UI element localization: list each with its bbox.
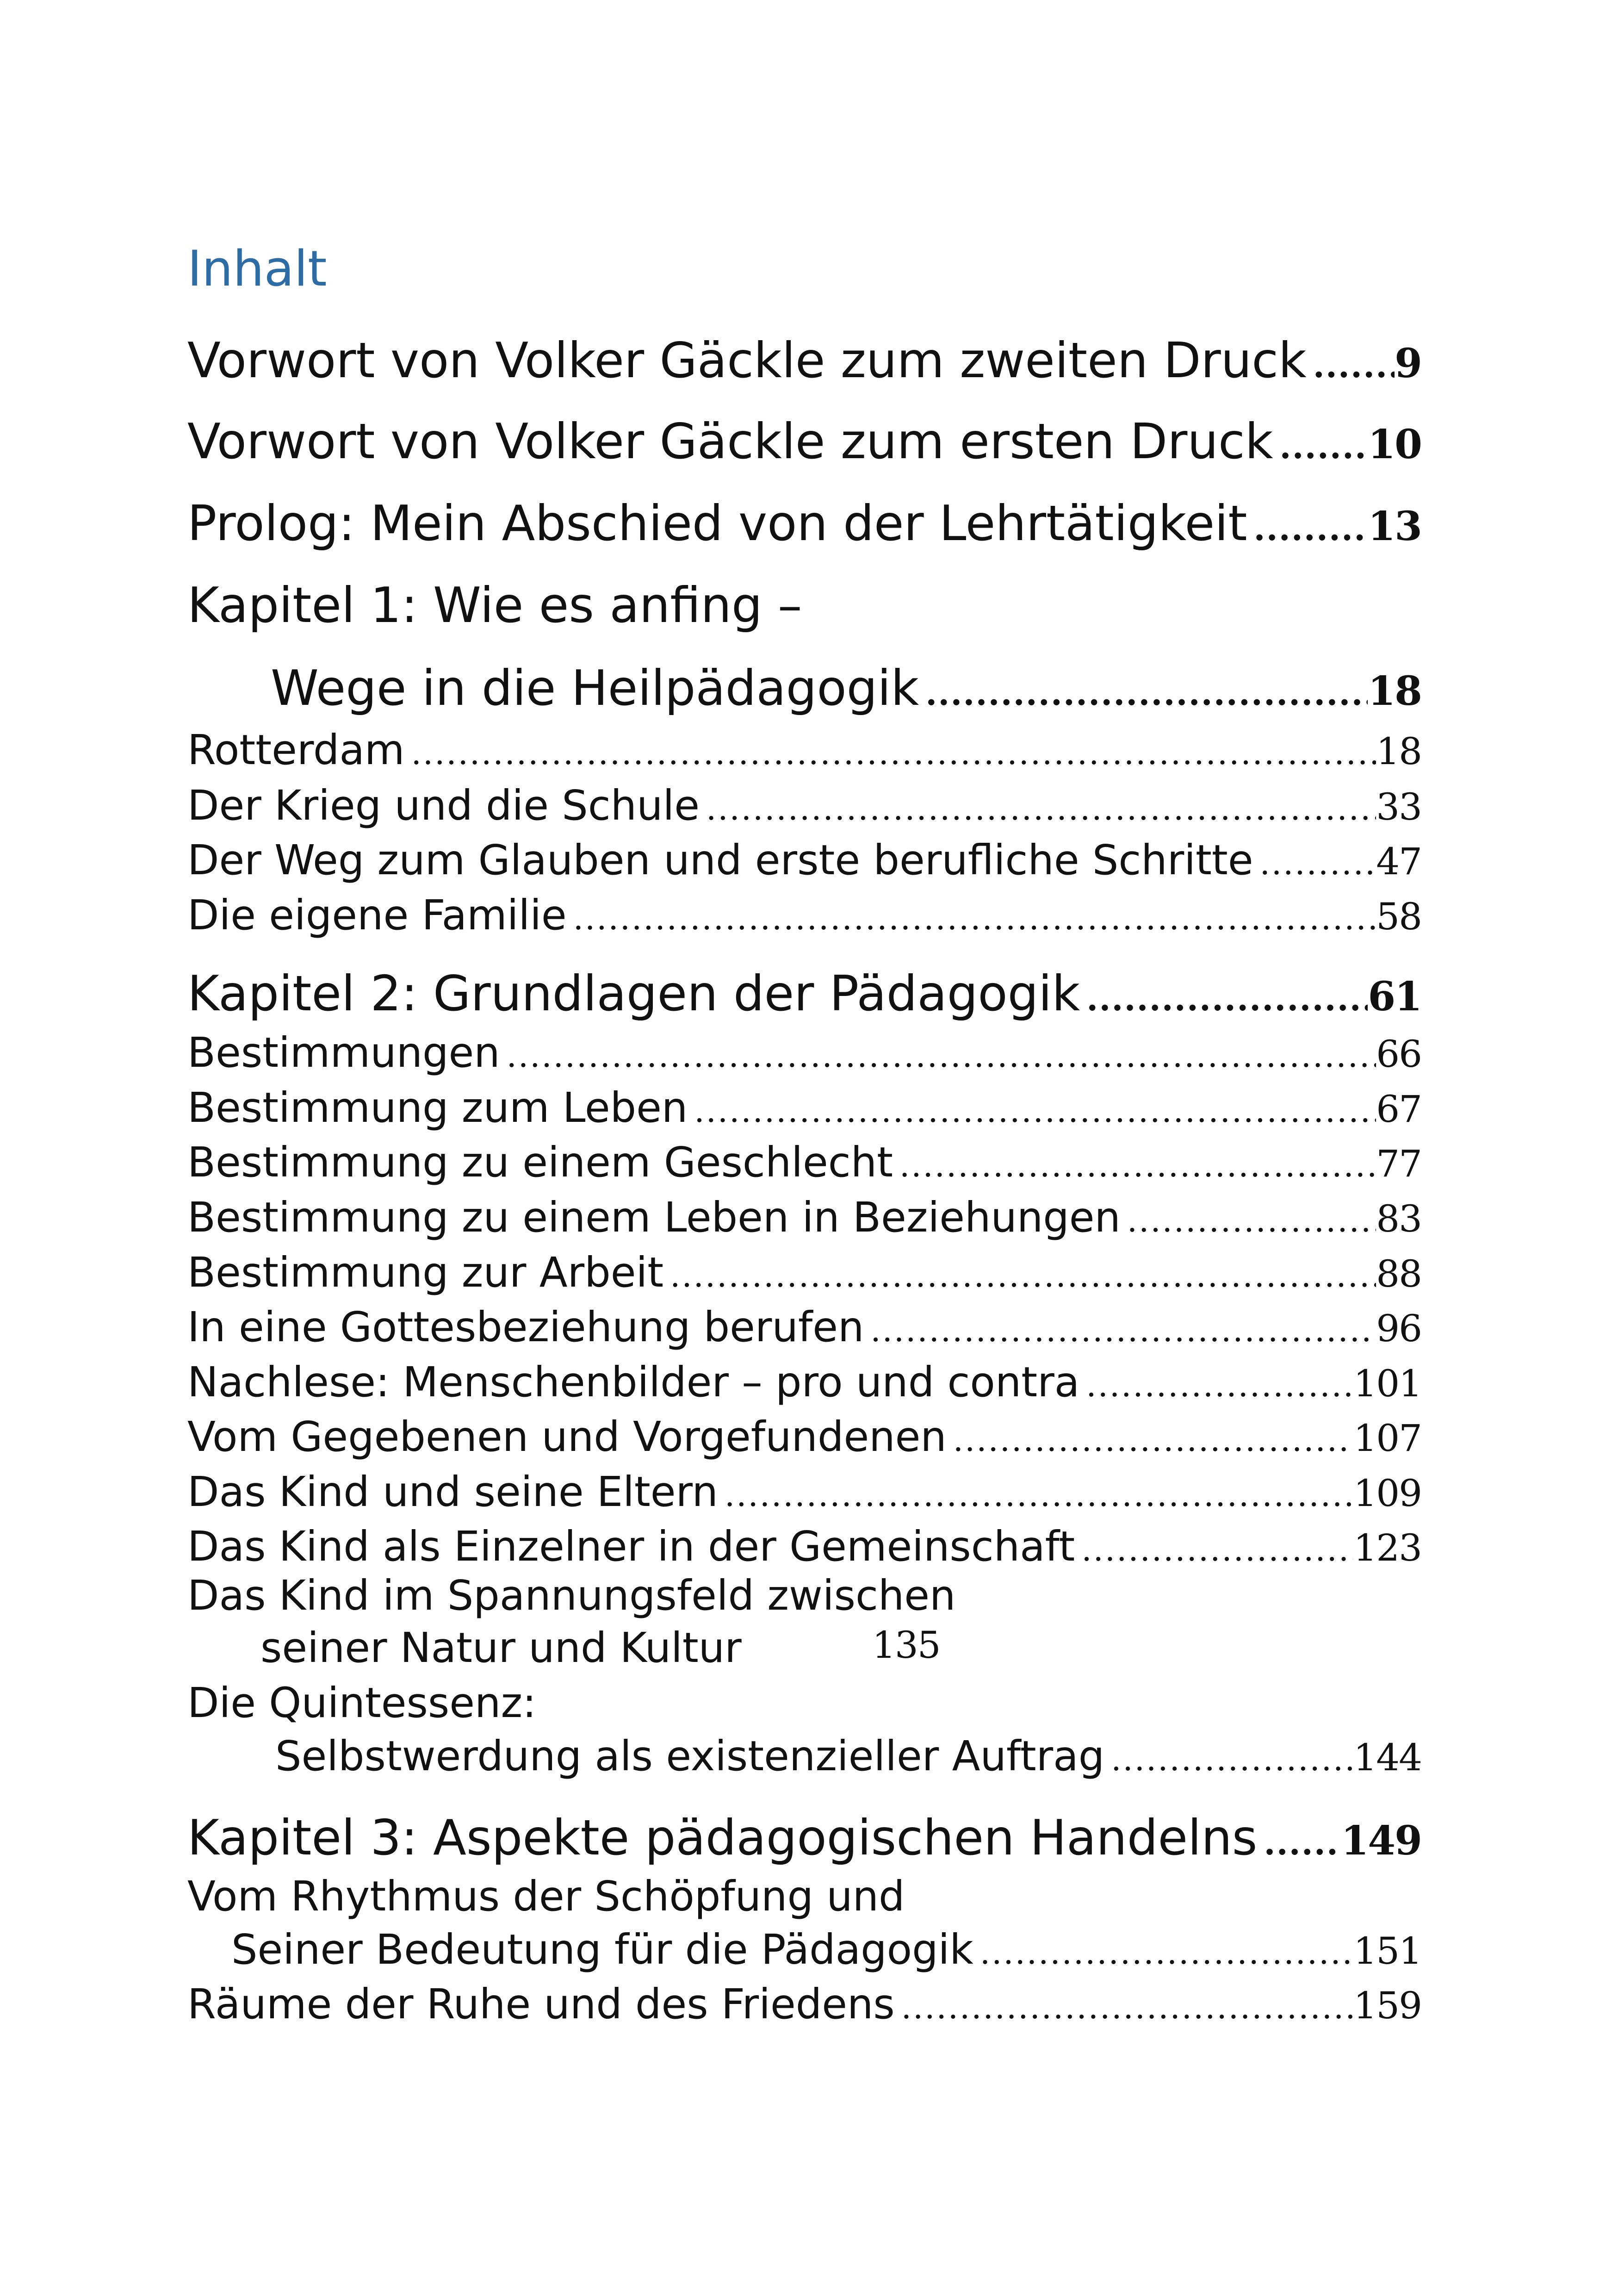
toc-entry-page: 101 bbox=[1353, 1362, 1421, 1405]
toc-entry-relationship-with-god bbox=[187, 1303, 1421, 1351]
toc-entry-rhythm bbox=[231, 1925, 1421, 1973]
toc-entry-gender bbox=[187, 1138, 1421, 1186]
toc-entry-foreword-first-print bbox=[187, 413, 1421, 470]
toc-entry-label: Bestimmung zu einem Geschlecht bbox=[187, 1138, 893, 1186]
dot-leader bbox=[411, 734, 1376, 772]
toc-entry-label: Bestimmung zu einem Leben in Beziehungen bbox=[187, 1193, 1121, 1241]
dot-leader bbox=[1081, 1531, 1353, 1568]
dot-leader bbox=[1111, 1740, 1353, 1778]
toc-entry-page: 58 bbox=[1376, 895, 1421, 938]
toc-entry-label: Bestimmung zur Arbeit bbox=[187, 1248, 664, 1296]
toc-entry-label: Wege in die Heilpädagogik bbox=[271, 660, 919, 716]
toc-entry-child-in-community bbox=[187, 1522, 1421, 1570]
toc-entry-label: Der Krieg und die Schule bbox=[187, 781, 700, 829]
toc-entry-page: 77 bbox=[1376, 1142, 1421, 1185]
toc-entry-page: 10 bbox=[1368, 421, 1421, 468]
dot-leader bbox=[1313, 346, 1395, 385]
toc-entry-page: 135 bbox=[872, 1624, 940, 1667]
toc-entry-label: Das Kind und seine Eltern bbox=[187, 1468, 718, 1516]
toc-entry-page: 66 bbox=[1376, 1033, 1421, 1076]
toc-entry-relationships bbox=[187, 1193, 1421, 1241]
toc-entry-label: Nachlese: Menschenbilder – pro und contra bbox=[187, 1358, 1080, 1406]
toc-entry-nature-culture-line-2: seiner Natur und Kultur bbox=[260, 1624, 742, 1672]
toc-chapter-1-heading: Kapitel 1: Wie es anfing – bbox=[187, 577, 802, 634]
toc-entry-label: Vom Gegebenen und Vorgefundenen bbox=[187, 1412, 947, 1461]
toc-entry-page: 83 bbox=[1376, 1197, 1421, 1240]
toc-entry-page: 18 bbox=[1368, 668, 1421, 715]
dot-leader bbox=[725, 1476, 1353, 1514]
dot-leader bbox=[670, 1257, 1376, 1294]
toc-entry-page: 109 bbox=[1353, 1472, 1421, 1515]
toc-entry-nature-culture-line-1: Das Kind im Spannungsfeld zwischen bbox=[187, 1571, 956, 1619]
toc-entry-page: 9 bbox=[1395, 340, 1421, 387]
toc-entry-prologue bbox=[187, 495, 1421, 552]
dot-leader bbox=[1086, 1366, 1353, 1404]
toc-entry-own-family bbox=[187, 891, 1421, 939]
dot-leader bbox=[1086, 979, 1368, 1018]
toc-entry-label: Bestimmung zum Leben bbox=[187, 1083, 688, 1132]
toc-entry-label: Die eigene Familie bbox=[187, 891, 567, 939]
toc-entry-page: 149 bbox=[1341, 1817, 1421, 1864]
toc-entry-label: Räume der Ruhe und des Friedens bbox=[187, 1980, 895, 2028]
dot-leader bbox=[899, 1146, 1376, 1184]
toc-entry-images-of-man bbox=[187, 1358, 1421, 1406]
toc-entry-child-and-parents bbox=[187, 1468, 1421, 1516]
toc-entry-label: In eine Gottesbeziehung berufen bbox=[187, 1303, 864, 1351]
dot-leader bbox=[573, 899, 1376, 937]
toc-title: Inhalt bbox=[187, 240, 327, 297]
toc-entry-page: 107 bbox=[1353, 1417, 1421, 1460]
dot-leader bbox=[694, 1092, 1376, 1130]
toc-entry-rhythm-line-1: Vom Rhythmus der Schöpfung und bbox=[187, 1872, 905, 1920]
toc-entry-rotterdam bbox=[187, 726, 1421, 774]
toc-entry-label: Prolog: Mein Abschied von der Lehrtätigkeit bbox=[187, 495, 1247, 552]
toc-entry-label: Das Kind als Einzelner in der Gemeinschaft bbox=[187, 1522, 1075, 1570]
toc-entry-label: Der Weg zum Glauben und erste berufliche Schritte bbox=[187, 836, 1253, 884]
toc-entry-foreword-second-print bbox=[187, 332, 1421, 389]
toc-entry-path-to-faith bbox=[187, 836, 1421, 884]
toc-entry-page: 67 bbox=[1376, 1088, 1421, 1131]
dot-leader bbox=[507, 1037, 1376, 1075]
toc-entry-page: 47 bbox=[1376, 840, 1421, 883]
toc-entry-quintessence bbox=[275, 1732, 1421, 1780]
toc-entry-given-and-found bbox=[187, 1412, 1421, 1461]
toc-entry-life bbox=[187, 1083, 1421, 1132]
toc-entry-label: Kapitel 3: Aspekte pädagogischen Handelns bbox=[187, 1810, 1258, 1866]
dot-leader bbox=[901, 1988, 1354, 2026]
dot-leader bbox=[1264, 1823, 1341, 1862]
toc-entry-page: 151 bbox=[1353, 1929, 1421, 1972]
toc-entry-label: Kapitel 2: Grundlagen der Pädagogik bbox=[187, 965, 1080, 1022]
toc-entry-quintessence-line-1: Die Quintessenz: bbox=[187, 1679, 537, 1727]
dot-leader bbox=[1254, 509, 1368, 548]
toc-chapter-2 bbox=[187, 965, 1421, 1022]
toc-entry-spaces-of-rest bbox=[187, 1980, 1421, 2028]
toc-chapter-3 bbox=[187, 1810, 1421, 1866]
dot-leader bbox=[1260, 844, 1376, 882]
toc-entry-work bbox=[187, 1248, 1421, 1296]
toc-entry-page: 123 bbox=[1353, 1526, 1421, 1569]
toc-entry-label: Seiner Bedeutung für die Pädagogik bbox=[231, 1925, 973, 1973]
toc-entry-label: Vorwort von Volker Gäckle zum ersten Druck bbox=[187, 413, 1273, 470]
toc-entry-page: 33 bbox=[1376, 785, 1421, 828]
dot-leader bbox=[953, 1421, 1354, 1459]
toc-entry-label: Rotterdam bbox=[187, 726, 405, 774]
dot-leader bbox=[1127, 1201, 1376, 1239]
toc-entry-page: 96 bbox=[1376, 1307, 1421, 1350]
toc-entry-label: Vorwort von Volker Gäckle zum zweiten Druck bbox=[187, 332, 1307, 389]
toc-entry-page: 18 bbox=[1376, 730, 1421, 773]
toc-entry-page: 159 bbox=[1353, 1984, 1421, 2027]
toc-entry-page: 144 bbox=[1353, 1736, 1421, 1779]
toc-chapter-1 bbox=[271, 660, 1421, 716]
dot-leader bbox=[870, 1311, 1376, 1349]
dot-leader bbox=[925, 673, 1368, 713]
dot-leader bbox=[706, 790, 1376, 828]
toc-entry-war-and-school bbox=[187, 781, 1421, 829]
toc-entry-label: Selbstwerdung als existenzieller Auftrag bbox=[275, 1732, 1105, 1780]
toc-entry-page: 88 bbox=[1376, 1252, 1421, 1295]
toc-entry-page: 13 bbox=[1368, 503, 1421, 550]
toc-entry-determinations bbox=[187, 1028, 1421, 1076]
dot-leader bbox=[1280, 427, 1368, 466]
dot-leader bbox=[980, 1934, 1353, 1972]
toc-entry-page: 61 bbox=[1368, 973, 1421, 1020]
toc-entry-label: Bestimmungen bbox=[187, 1028, 500, 1076]
